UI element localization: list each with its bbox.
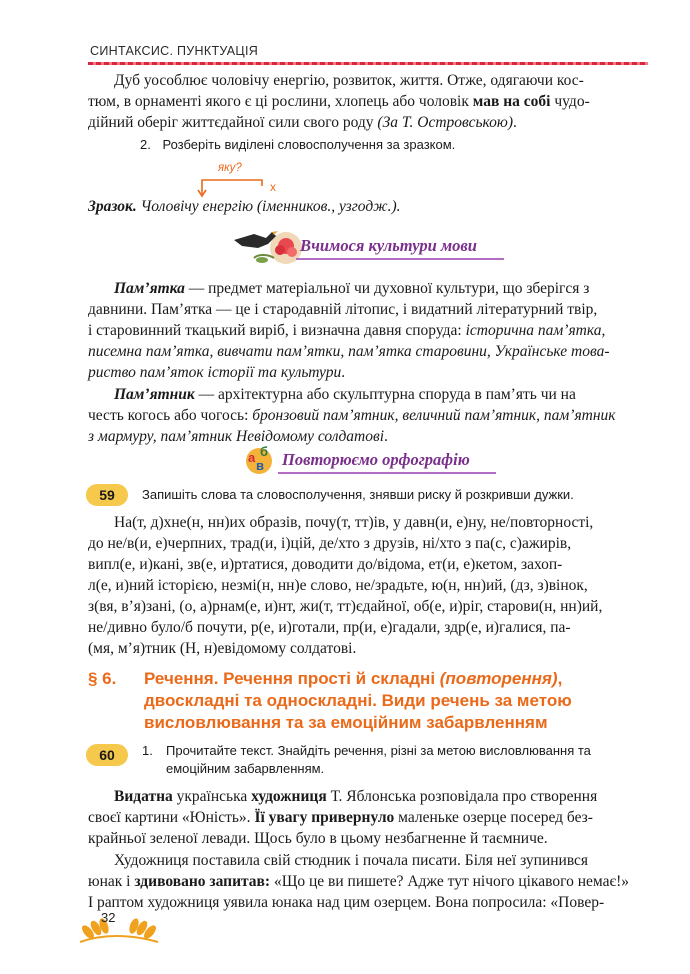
running-header: [88, 36, 648, 66]
page-number: 32: [101, 910, 116, 925]
task-number: 1.: [142, 743, 153, 758]
exercise-60-badge: 60: [86, 744, 128, 766]
exercise-59-text: На(т, д)хне(н, нн)их образів, почу(т, тт)ів, у давн(и, е)ну, не/повторності, до не/в(и, е)черпних, трад(и, і)цій, де/хто з друзів, ні/хто з па(с, с)ажирів, випл(е, и)кані, зв(е, и)ртатися, доводити до/відома, ет(и, е)кетом, захоп- л(е, и)ний історією, незмі(н, нн)е слово, не/зрадьте, ю(н, нн)ий, (дз, з)вінок, з(вя, в’я)зані, (о, а)рнам(е, и)нт, жи(т, тт)єдайної, об(е, и)ріг, старови(н, нн)ий, не/дивно було/б почути, р(е, и)готали, пр(и, е)гадали, здр(е, и)галися, па- (мя, м’я)тник (Н, н)евідомому солдатові.: [88, 514, 603, 657]
source-citation: (За Т. Островською): [377, 114, 514, 131]
task-number: 2.: [140, 137, 151, 152]
intro-line-3: дійний оберіг життєдайної сили свого роду (За Т. Островською).: [88, 114, 517, 131]
sample-line: [88, 196, 648, 217]
culture-underline: [296, 258, 504, 260]
header-divider: [88, 62, 648, 65]
culture-title: Вчимося культури мови: [300, 236, 477, 255]
pamyatka-paragraph: Пам’ятка — предмет матеріальної чи духовної культури, що зберігся з давнини. Пам’ятка — це і стародавній літопис, і видатний літературний твір, і старовинний ткацький виріб, і визначна давня споруда: історична пам’ятка, писемна пам’ятка, вивчати пам’ятки, пам’ятка старовини, Українське това- риство пам’яток історії та культури.: [88, 280, 610, 381]
task-2: [140, 136, 455, 154]
intro-paragraph: [88, 70, 648, 133]
exercise-59-badge: 59: [86, 484, 128, 506]
question-label: яку?: [218, 162, 242, 174]
task-text: Розберіть виділені словосполучення за зразком.: [162, 137, 456, 152]
pamyatka-term: Пам’ятка: [114, 280, 185, 297]
story-paragraph-2: Художниця поставила свій стюдник і почала писати. Біля неї зупинився юнак і здивовано запитав: «Що це ви пишете? Адже тут нічого цікавого немає!» І раптом художниця уявила юнака над цим озерцем. Вона попросила: «Повер-: [88, 852, 630, 911]
story-paragraph-1: Видатна українська художниця Т. Яблонська розповідала про створення своєї картини «Юність». Її увагу привернуло маленьке озерце посеред без- крайньої зеленої левади. Щось було в цьому незбагненне й таємниче.: [88, 788, 598, 847]
orthography-underline: [278, 472, 496, 474]
intro-line-1: Дуб уособлює чоловічу енергію, розвиток, життя. Отже, одягаючи кос-: [114, 72, 584, 89]
orthography-title: Повторюємо орфографію: [282, 450, 470, 469]
intro-line-2: тюм, в орнаменті якого є ці рослини, хлопець або чоловік мав на собі чудо-: [88, 93, 590, 110]
sample-label: Зразок.: [88, 198, 137, 215]
cross-mark: х: [270, 180, 276, 194]
section-number: § 6.: [88, 669, 117, 688]
pamyatnyk-term: Пам’ятник: [114, 386, 195, 403]
exercise-60-task: 1. Прочитайте текст. Знайдіть речення, різні за метою висловлювання та емоційним забарвленням.: [142, 743, 591, 776]
wheat-ornament-icon: [74, 902, 164, 948]
alphabet-blocks-icon: а б в: [244, 440, 276, 474]
header-title: СИНТАКСИС. ПУНКТУАЦІЯ: [90, 44, 259, 58]
emphasis-phrase: мав на собі: [472, 93, 551, 110]
pamyatnyk-paragraph: Пам’ятник — архітектурна або скульптурна споруда в пам’ять чи на честь когось або чогось: бронзовий пам’ятник, величний пам’ятник, пам’ятник з мармуру, пам’ятник Невідомому солдатові.: [88, 386, 616, 445]
exercise-59-instruction: Запишіть слова та словосполучення, знявши риску й розкривши дужки.: [142, 487, 574, 502]
sample-text: Чоловічу енергію (іменников., узгодж.).: [140, 198, 401, 215]
bird-flower-icon: [228, 224, 306, 274]
